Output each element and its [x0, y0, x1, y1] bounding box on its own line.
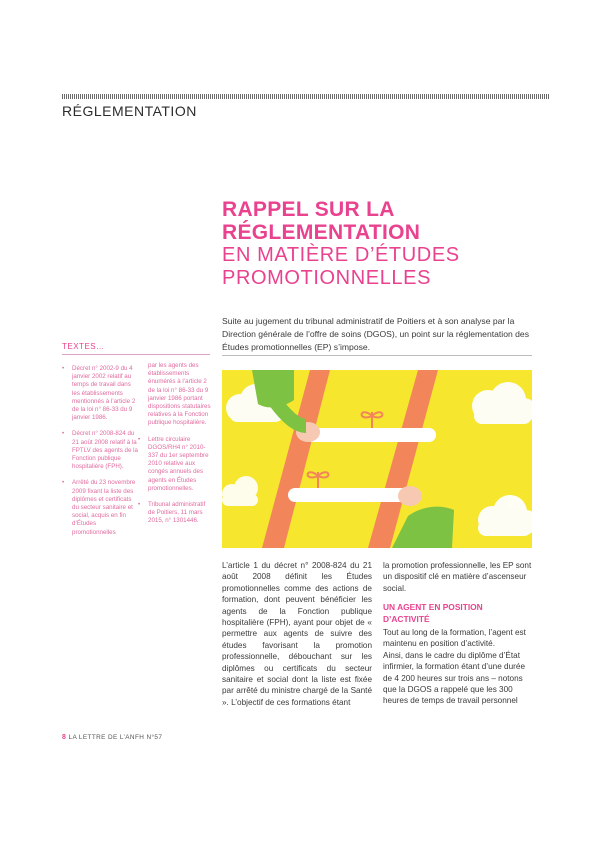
title-line-1: RAPPEL SUR LA	[222, 198, 395, 221]
ladder-illustration	[222, 370, 532, 548]
title-line-4: PROMOTIONNELLES	[222, 267, 432, 289]
page-number: 8	[62, 734, 67, 741]
body-paragraph: Tout au long de la formation, l’agent est maintenu en position d’activité.	[383, 628, 526, 649]
title-line-3: EN MATIÈRE D’ÉTUDES	[222, 244, 460, 266]
body-paragraph: la promotion professionnelle, les EP sont un dispositif clé en matière d’ascenseur social.	[383, 561, 532, 593]
header-rule	[62, 94, 550, 99]
sidebar-item: • Tribunal administratif de Poitiers, 11 mars 2015, n° 1301446.	[138, 501, 212, 526]
title-line-2: RÉGLEMENTATION	[222, 221, 421, 244]
sidebar-item: • Décret n° 2008-824 du 21 août 2008 relatif à la FPTLV des agents de la Fonction publique hospitalière (FPH).	[62, 430, 138, 471]
sidebar-item: • Lettre circulaire DGOS/RH4 n° 2010-337 du 1er septembre 2010 relative aux congés annuels des agents en Études promotionnelles.	[138, 436, 212, 493]
sidebar-item-continuation: par les agents des établissements énumérés à l’article 2 de la loi n° 86-33 du 9 janvier 1986 portant dispositions statutaires relatives à la Fonction publique hospitalière.	[148, 362, 211, 427]
sub-heading-line-2: D’ACTIVITÉ	[383, 613, 430, 624]
body-paragraph: Ainsi, dans le cadre du diplôme d’État infirmier, la formation étant d’une durée de 4 200 heures sur trois ans – notons que la DGOS a rappelé que les 300 heures de temps de travail personnel	[383, 650, 525, 706]
sidebar-item: • Arrêté du 23 novembre 2009 fixant la liste des diplômes et certificats du secteur sanitaire et social, acquis en fin d’Études promotionnelles	[62, 479, 138, 536]
publication-name: LA LETTRE DE L’ANFH N°57	[68, 734, 163, 741]
sidebar-column-right	[138, 362, 212, 534]
intro-paragraph: Suite au jugement du tribunal administratif de Poitiers et à son analyse par la Direction générale de l’offre de soins (DGOS), un point sur la réglementation des Études promotionnelles (EP) s’impose.	[222, 316, 529, 352]
intro-divider	[222, 355, 532, 356]
sidebar-column-left	[62, 365, 138, 545]
sub-heading	[383, 602, 533, 625]
body-column-left: L’article 1 du décret n° 2008-824 du 21 août 2008 définit les Études promotionnelles comme des actions de formation, dont peuvent bénéficier les agents de la Fonction publique hospitalière (FPH), ayant pour objet de « permettre aux agents de suivre des études favorisant la promotion professionnelle, débouchant sur les diplômes ou certificats du secteur sanitaire et social dont la liste est fixée par arrêté du ministre chargé de la Santé ». L’objectif de ces formations étant	[222, 561, 372, 707]
body-column-right	[383, 560, 533, 707]
sidebar-divider	[62, 354, 210, 355]
sidebar-title: TEXTES…	[62, 342, 105, 351]
sidebar-item: • Décret n° 2002-9 du 4 janvier 2002 relatif au temps de travail dans les établissements mentionnés à l’article 2 de la loi n° 86-33 du 9 janvier 1986.	[62, 365, 138, 422]
section-label: RÉGLEMENTATION	[62, 103, 197, 119]
ladder-rung-bottom	[288, 488, 414, 502]
page-footer	[62, 734, 162, 741]
sub-heading-line-1: UN AGENT EN POSITION	[383, 602, 483, 613]
article-title	[222, 198, 542, 290]
ladder-rung-top	[306, 428, 436, 442]
